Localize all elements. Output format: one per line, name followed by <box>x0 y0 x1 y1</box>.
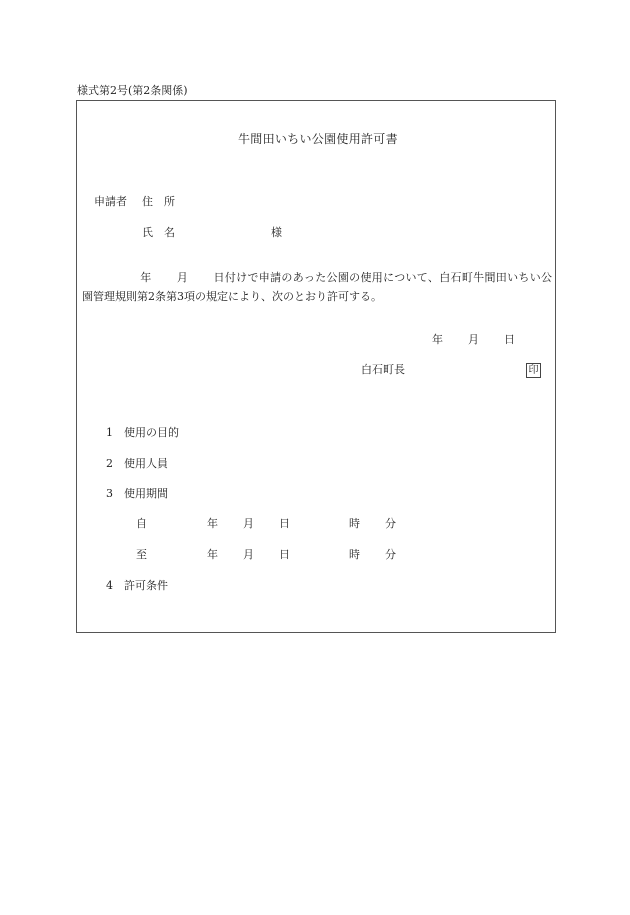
date-day: 日 <box>504 333 515 346</box>
item-number: 1 <box>106 426 113 439</box>
address-label: 住 所 <box>142 195 175 208</box>
honorific-label: 様 <box>271 226 282 239</box>
period-to-label: 至 <box>136 548 147 561</box>
period-from-day: 日 <box>279 517 290 530</box>
item-label-conditions: 許可条件 <box>124 579 168 592</box>
period-to-day: 日 <box>279 548 290 561</box>
body-text: 日付けで申請のあった公園の使用について、白石町牛間田いちい公園管理規則第2条第3項の規定により、次のとおり許可する。 <box>82 271 553 303</box>
name-label: 氏 名 <box>142 226 175 239</box>
form-frame <box>76 100 556 633</box>
date-month: 月 <box>468 333 479 346</box>
period-from-year: 年 <box>207 517 218 530</box>
date-year: 年 <box>432 333 443 346</box>
body-month: 月 <box>176 271 189 284</box>
body-year: 年 <box>140 271 152 284</box>
item-number: 4 <box>106 579 113 592</box>
period-to-month: 月 <box>243 548 254 561</box>
item-label-purpose: 使用の目的 <box>124 426 179 439</box>
document-title: 牛間田いちい公園使用許可書 <box>238 132 398 146</box>
item-number: 2 <box>106 457 113 470</box>
issuer-title: 白石町長 <box>361 363 405 376</box>
item-number: 3 <box>106 487 113 500</box>
period-from-month: 月 <box>243 517 254 530</box>
permission-statement <box>82 268 552 306</box>
period-from-label: 自 <box>136 517 147 530</box>
applicant-label: 申請者 <box>94 195 127 208</box>
item-label-attendees: 使用人員 <box>124 457 168 470</box>
item-label-period: 使用期間 <box>124 487 168 500</box>
seal-mark: 印 <box>526 363 541 378</box>
period-from-minute: 分 <box>385 517 396 530</box>
period-to-year: 年 <box>207 548 218 561</box>
period-to-minute: 分 <box>385 548 396 561</box>
period-from-hour: 時 <box>349 517 360 530</box>
period-to-hour: 時 <box>349 548 360 561</box>
form-number-label: 様式第2号(第2条関係) <box>77 84 188 97</box>
